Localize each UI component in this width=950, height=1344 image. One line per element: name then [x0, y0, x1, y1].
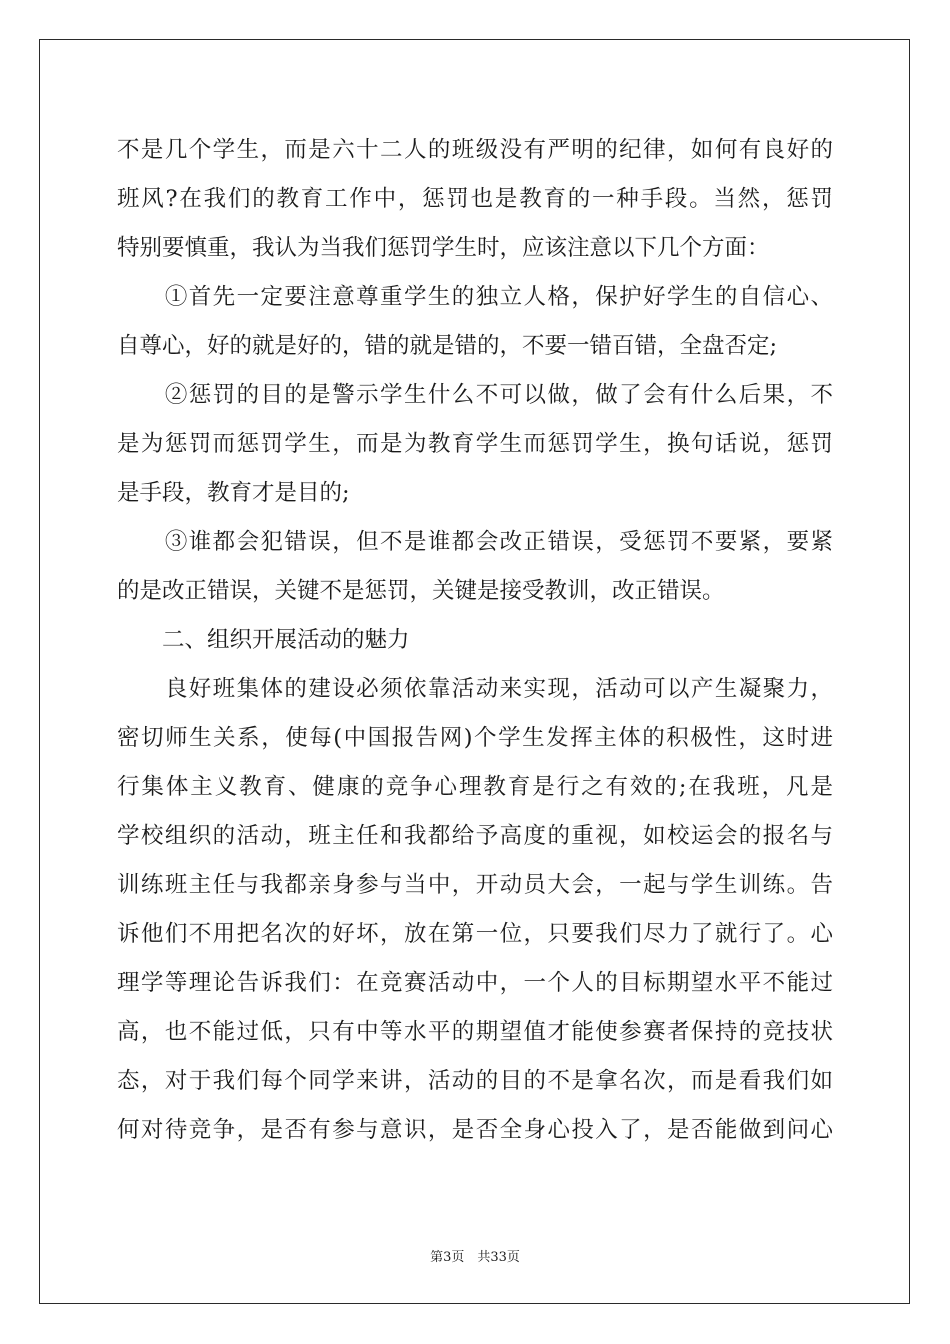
text-line: 自尊心，好的就是好的，错的就是错的，不要一错百错，全盘否定;	[117, 333, 778, 359]
document-body	[117, 126, 833, 1155]
text-line: 的是改正错误，关键不是惩罚，关键是接受教训，改正错误。	[117, 578, 725, 604]
text-line: 是为惩罚而惩罚学生，而是为教育学生而惩罚学生，换句话说，惩罚	[117, 431, 833, 457]
text-line: 班风?在我们的教育工作中，惩罚也是教育的一种手段。当然，惩罚	[117, 186, 833, 212]
text-line: 是手段，教育才是目的;	[117, 480, 350, 506]
text-line: 态，对于我们每个同学来讲，活动的目的不是拿名次，而是看我们如	[117, 1068, 833, 1094]
text-line: 诉他们不用把名次的好坏，放在第一位，只要我们尽力了就行了。心	[117, 921, 833, 947]
text-line: 特别要慎重，我认为当我们惩罚学生时，应该注意以下几个方面：	[117, 235, 770, 261]
text-line: ①首先一定要注意尊重学生的独立人格，保护好学生的自信心、	[117, 284, 833, 310]
text-line: 不是几个学生，而是六十二人的班级没有严明的纪律，如何有良好的	[117, 137, 833, 163]
text-line: 高，也不能过低，只有中等水平的期望值才能使参赛者保持的竞技状	[117, 1019, 833, 1045]
page-number-footer: 第3页 共33页	[430, 1250, 520, 1265]
text-line: 理学等理论告诉我们：在竞赛活动中，一个人的目标期望水平不能过	[117, 970, 833, 996]
text-line: 何对待竞争，是否有参与意识，是否全身心投入了，是否能做到问心	[117, 1117, 833, 1143]
text-line: 行集体主义教育、健康的竞争心理教育是行之有效的;在我班，凡是	[117, 774, 833, 800]
text-line: 训练班主任与我都亲身参与当中，开动员大会，一起与学生训练。告	[117, 872, 833, 898]
text-line: ③谁都会犯错误，但不是谁都会改正错误，受惩罚不要紧，要紧	[117, 529, 833, 555]
text-line: 良好班集体的建设必须依靠活动来实现，活动可以产生凝聚力，	[117, 676, 833, 702]
text-line: 密切师生关系，使每(中国报告网)个学生发挥主体的积极性，这时进	[117, 725, 833, 751]
text-line: ②惩罚的目的是警示学生什么不可以做，做了会有什么后果，不	[117, 382, 833, 408]
section-heading: 二、组织开展活动的魅力	[117, 627, 410, 653]
text-line: 学校组织的活动，班主任和我都给予高度的重视，如校运会的报名与	[117, 823, 833, 849]
